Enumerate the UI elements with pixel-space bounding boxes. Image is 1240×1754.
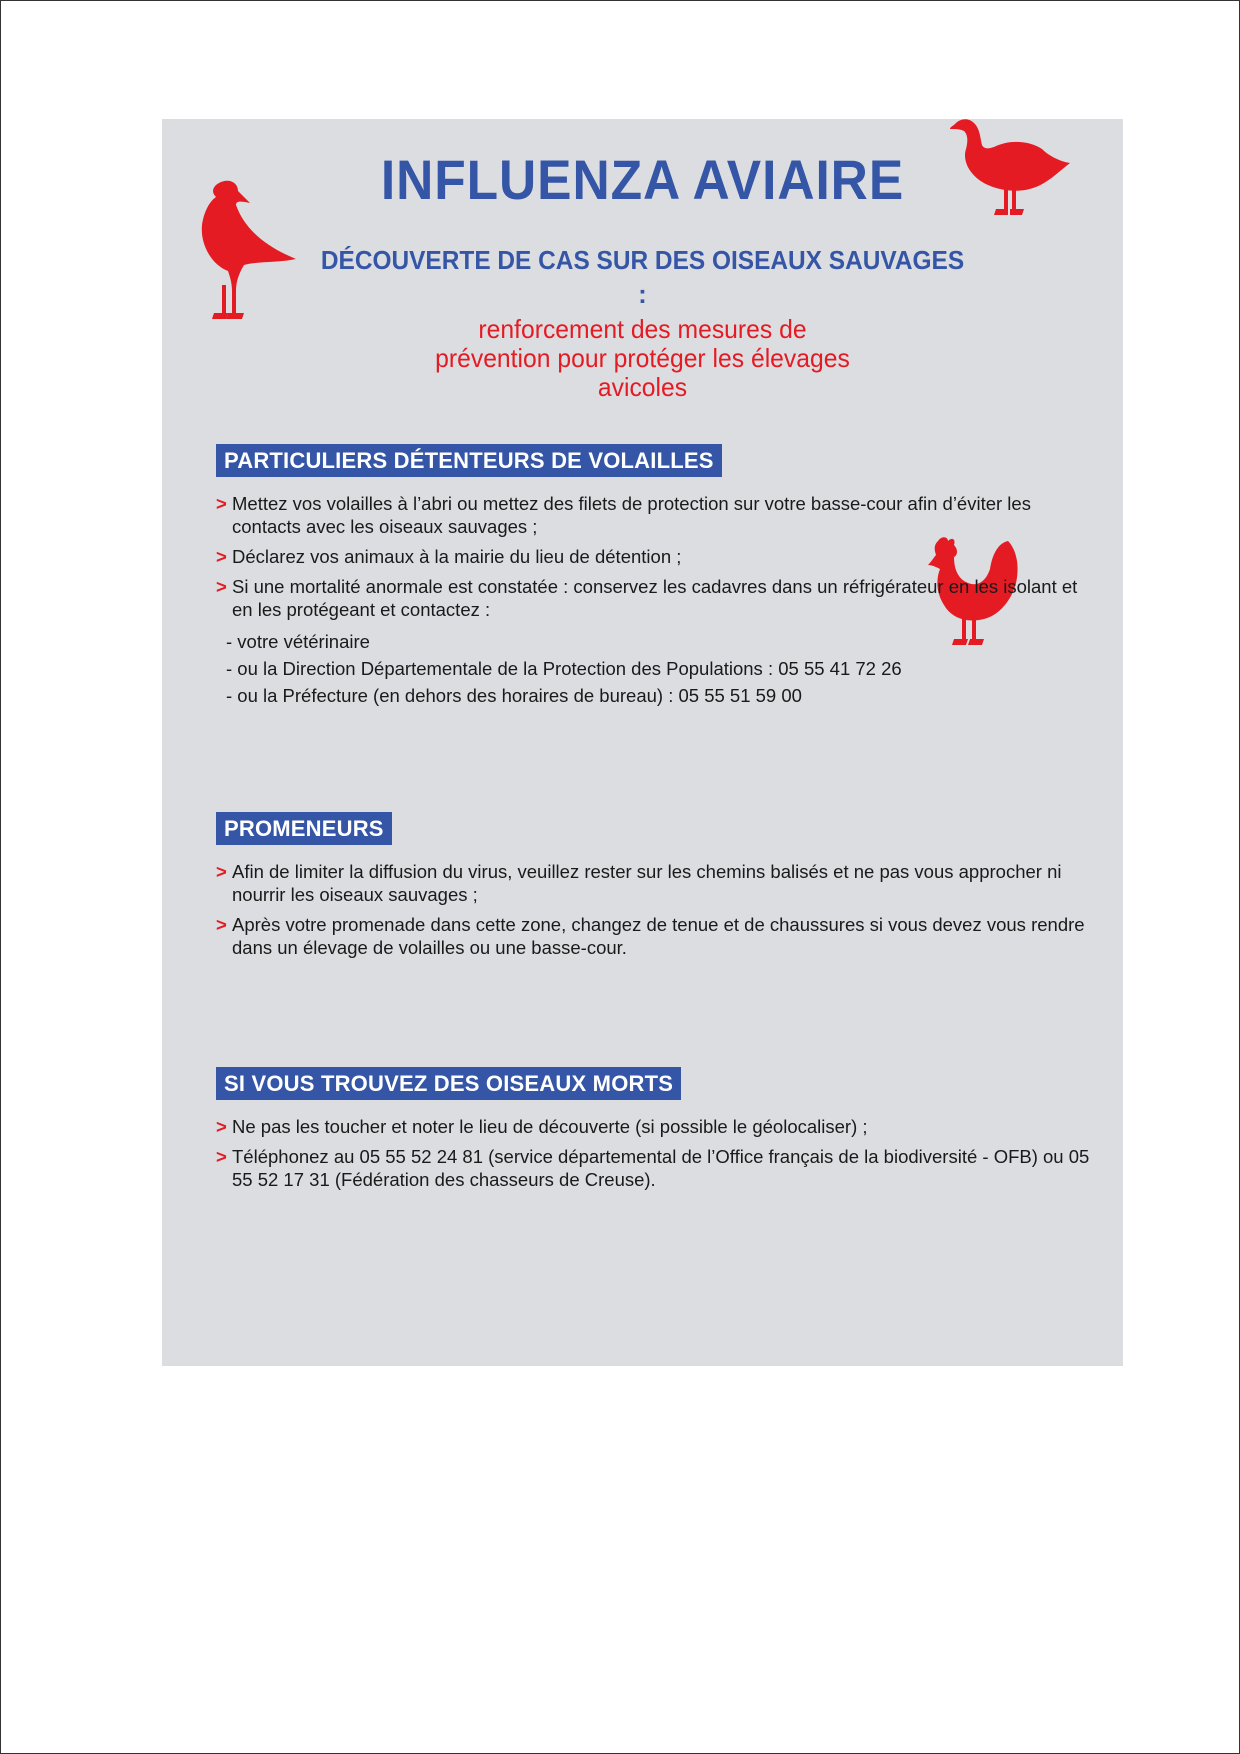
poster-title: INFLUENZA AVIAIRE: [380, 148, 905, 211]
poster-panel: [162, 119, 1123, 1366]
bullet-marker: >: [216, 1116, 227, 1137]
list-item: > Déclarez vos animaux à la mairie du lieu de détention ;: [216, 546, 682, 567]
promeneurs-list: [216, 860, 1096, 966]
oiseaux-morts-list: [216, 1115, 1096, 1198]
bullet-marker: >: [216, 861, 227, 882]
list-item: > Mettez vos volailles à l’abri ou mettez des filets de protection sur votre basse-cour afin d’éviter les contacts avec les oiseaux sauvages ;: [216, 493, 1031, 537]
section-label-oiseaux-morts: SI VOUS TROUVEZ DES OISEAUX MORTS: [216, 1067, 681, 1100]
list-item: > Après votre promenade dans cette zone, changez de tenue et de chaussures si vous devez vous rendre dans un élevage de volailles ou une basse-cour.: [216, 914, 1085, 958]
bullet-marker: >: [216, 1146, 227, 1167]
prevention-heading: [162, 315, 1123, 402]
bullet-marker: >: [216, 493, 227, 514]
contact-prefecture: - ou la Préfecture (en dehors des horaires de bureau) : 05 55 51 59 00: [226, 685, 802, 706]
contact-vet: - votre vétérinaire: [226, 631, 370, 652]
bullet-marker: >: [216, 546, 227, 567]
section-label-particuliers: PARTICULIERS DÉTENTEURS DE VOLAILLES: [216, 444, 722, 477]
list-item: > Si une mortalité anormale est constatée : conservez les cadavres dans un réfrigérateur en les isolant et en les protégeant et contactez :: [216, 576, 1078, 620]
bullet-marker: >: [216, 576, 227, 597]
prevention-line-3: avicoles: [597, 372, 688, 402]
poster-subtitle: DÉCOUVERTE DE CAS SUR DES OISEAUX SAUVAGES: [320, 245, 965, 275]
bullet-marker: >: [216, 914, 227, 935]
list-item: > Ne pas les toucher et noter le lieu de découverte (si possible le géolocaliser) ;: [216, 1116, 868, 1137]
subtitle-colon: :: [638, 279, 647, 309]
prevention-line-2: prévention pour protéger les élevages: [435, 343, 850, 373]
particuliers-list: [216, 492, 1096, 709]
list-item: > Afin de limiter la diffusion du virus, veuillez rester sur les chemins balisés et ne pas vous approcher ni nourrir les oiseaux sauvages ;: [216, 861, 1062, 905]
section-label-promeneurs: PROMENEURS: [216, 812, 392, 845]
contact-ddpp: - ou la Direction Départementale de la Protection des Populations : 05 55 41 72 26: [226, 658, 902, 679]
list-item: > Téléphonez au 05 55 52 24 81 (service départemental de l’Office français de la biodiversité - OFB) ou 05 55 52 17 31 (Fédération des chasseurs de Creuse).: [216, 1146, 1090, 1190]
prevention-line-1: renforcement des mesures de: [478, 314, 807, 344]
